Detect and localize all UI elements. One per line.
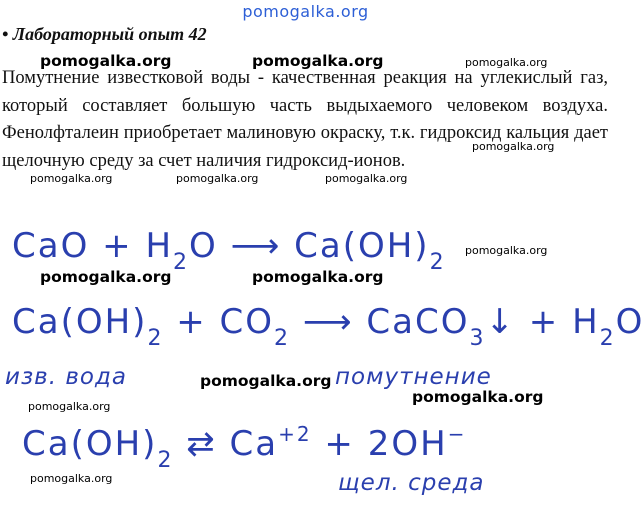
note-alkaline-medium: щел. среда: [338, 470, 485, 496]
watermark: pomogalka.org: [325, 172, 408, 185]
watermark-top: pomogalka.org: [242, 2, 369, 21]
equation-3: $Ca(OH)_2$ ⇄ $Ca^{+2} + 2OH^-$: [22, 422, 467, 473]
watermark: pomogalka.org: [412, 388, 544, 406]
watermark: pomogalka.org: [30, 172, 113, 185]
watermark: pomogalka.org: [200, 372, 332, 390]
watermark: pomogalka.org: [252, 52, 384, 70]
note-turbidity: помутнение: [335, 364, 492, 390]
equation-2: $Ca(OH)_2 + CO_2$ ⟶ CaCO$_3$↓ + $H_2O$: [12, 302, 644, 351]
watermark: pomogalka.org: [30, 472, 113, 485]
watermark: pomogalka.org: [40, 52, 172, 70]
note-lime-water: изв. вода: [5, 364, 127, 390]
watermark: pomogalka.org: [465, 244, 548, 257]
explanation-paragraph: Помутнение известковой воды - качественная реакция на углекислый газ, который составляет большую часть выдыхаемого человеком воздуха. Фенолфталеин приобретает малиновую окраску, т.к. гидроксид кальция дает щелочную среду за счет наличия гидроксид-ионов.: [2, 68, 608, 171]
watermark: pomogalka.org: [472, 140, 555, 153]
experiment-heading: • Лабораторный опыт 42: [2, 24, 207, 44]
watermark: pomogalka.org: [40, 268, 172, 286]
watermark: pomogalka.org: [176, 172, 259, 185]
watermark: pomogalka.org: [252, 268, 384, 286]
watermark: pomogalka.org: [465, 56, 548, 69]
watermark: pomogalka.org: [28, 400, 111, 413]
equation-1: CaO + $H_2O$ ⟶ $Ca(OH)_2$: [12, 226, 446, 275]
